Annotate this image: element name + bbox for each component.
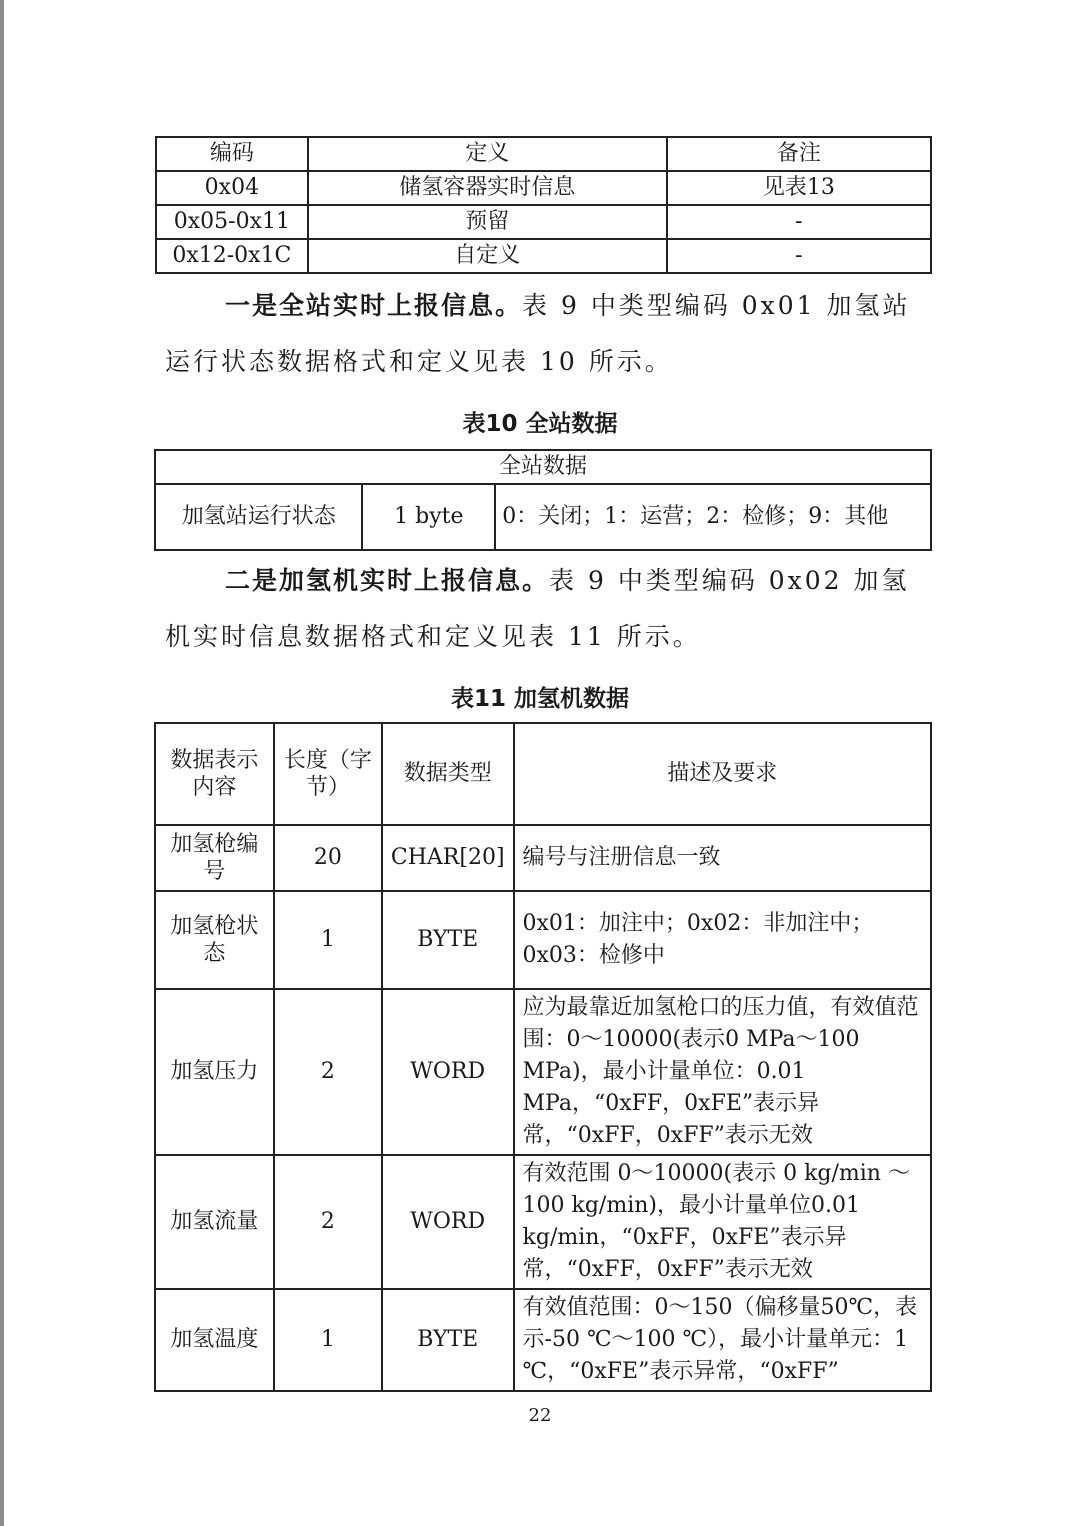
paragraph-2	[165, 553, 925, 665]
paragraph-2-lead: 二是加氢机实时上报信息。	[225, 566, 550, 595]
header-cell: 数据类型	[382, 723, 514, 825]
header-cell: 定义	[308, 137, 667, 171]
table-cell: 预留	[308, 205, 667, 239]
table-row	[155, 1289, 931, 1391]
page-number: 22	[528, 1405, 552, 1426]
table-cell: 应为最靠近加氢枪口的压力值，有效值范围：0～10000(表示0 MPa～100 MPa)，最小计量单位：0.01 MPa，“0xFF，0xFE”表示异常，“0xFF，0xFF”表示无效	[514, 989, 931, 1155]
table-cell: WORD	[382, 1155, 514, 1289]
table-10	[154, 449, 932, 551]
table-cell: 加氢站运行状态	[155, 484, 362, 550]
table-cell: 0：关闭；1：运营；2：检修；9：其他	[495, 484, 931, 550]
table-cell: 1 byte	[362, 484, 495, 550]
paragraph-2-text: 表 9 中类型编码 0x02 加氢机实时信息数据格式和定义见表 11 所示。	[165, 566, 910, 651]
table-cell: BYTE	[382, 891, 514, 989]
table-cell: 1	[274, 1289, 382, 1391]
table-cell: -	[667, 205, 931, 239]
table-cell: 加氢压力	[155, 989, 274, 1155]
table-cell: 1	[274, 891, 382, 989]
table-row	[155, 1155, 931, 1289]
table-title-cell: 全站数据	[155, 450, 931, 484]
table-row	[156, 171, 931, 205]
table-cell: 自定义	[308, 239, 667, 273]
table-cell: 见表13	[667, 171, 931, 205]
table-cell: 0x01：加注中；0x02：非加注中；0x03：检修中	[514, 891, 931, 989]
table-header-row	[156, 137, 931, 171]
table-cell: 加氢温度	[155, 1289, 274, 1391]
table-cell: -	[667, 239, 931, 273]
table-header-row	[155, 723, 931, 825]
header-cell: 编码	[156, 137, 308, 171]
table-cell: 加氢流量	[155, 1155, 274, 1289]
table-cell: 2	[274, 989, 382, 1155]
table-row	[155, 484, 931, 550]
table-row	[155, 891, 931, 989]
table-cell: 有效值范围：0～150（偏移量50℃，表示-50 ℃～100 ℃），最小计量单元：1 ℃，“0xFE”表示异常，“0xFF”	[514, 1289, 931, 1391]
table-9-continuation	[155, 136, 932, 274]
table-row	[155, 989, 931, 1155]
table-10-caption: 表10 全站数据	[462, 411, 618, 437]
table-cell: 加氢枪编号	[155, 825, 274, 891]
table-row	[155, 825, 931, 891]
table-cell: 加氢枪状态	[155, 891, 274, 989]
table-cell: BYTE	[382, 1289, 514, 1391]
table-11-caption: 表11 加氢机数据	[450, 686, 629, 712]
scan-edge	[0, 0, 4, 1526]
table-cell: 2	[274, 1155, 382, 1289]
table-11	[154, 722, 932, 1392]
table-cell: CHAR[20]	[382, 825, 514, 891]
table-cell: 0x05-0x11	[156, 205, 308, 239]
table-cell: 储氢容器实时信息	[308, 171, 667, 205]
table-cell: WORD	[382, 989, 514, 1155]
table-row	[156, 239, 931, 273]
header-cell: 备注	[667, 137, 931, 171]
table-cell: 0x12-0x1C	[156, 239, 308, 273]
table-cell: 有效范围 0～10000(表示 0 kg/min ～100 kg/min)，最小计量单位0.01 kg/min，“0xFF，0xFE”表示异常，“0xFF，0xFF”表示无效	[514, 1155, 931, 1289]
table-cell: 编号与注册信息一致	[514, 825, 931, 891]
table-cell: 0x04	[156, 171, 308, 205]
table-title-row	[155, 450, 931, 484]
header-cell: 描述及要求	[514, 723, 931, 825]
table-cell: 20	[274, 825, 382, 891]
paragraph-1	[165, 278, 925, 390]
paragraph-1-text: 表 9 中类型编码 0x01 加氢站运行状态数据格式和定义见表 10 所示。	[165, 291, 911, 376]
header-cell: 长度（字节）	[274, 723, 382, 825]
header-cell: 数据表示内容	[155, 723, 274, 825]
paragraph-1-lead: 一是全站实时上报信息。	[225, 291, 523, 320]
table-row	[156, 205, 931, 239]
